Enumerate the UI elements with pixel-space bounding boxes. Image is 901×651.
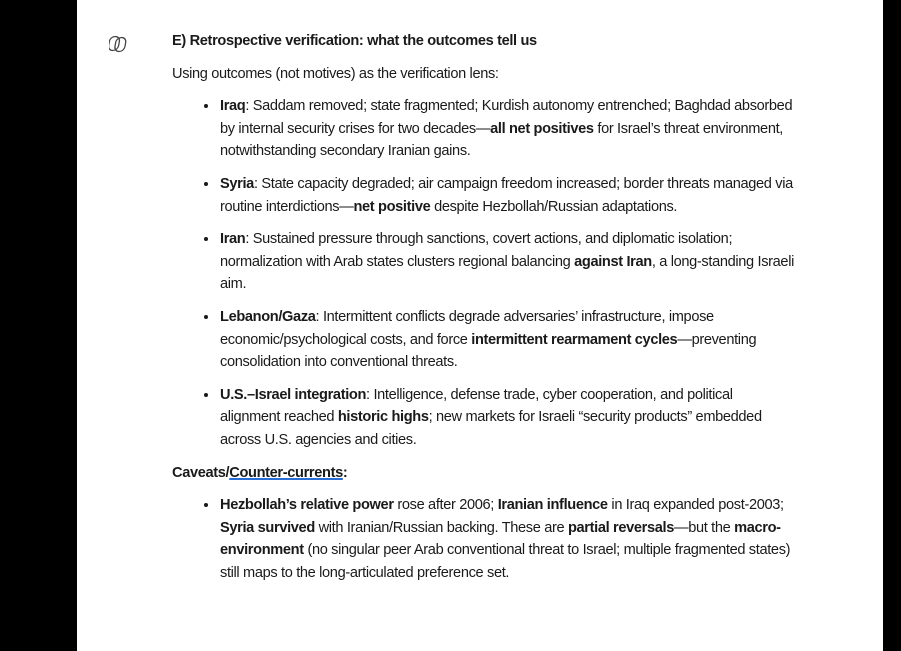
bold-text: macro-environment (220, 519, 781, 559)
caveats-heading: Caveats/Counter-currents: (172, 464, 348, 481)
text: ; new markets for Israeli “security products” embedded across U.S. agencies and cities. (220, 409, 762, 448)
bold-text: against Iran (574, 253, 652, 270)
bold-text: partial reversals (567, 519, 674, 536)
response-content (172, 30, 796, 594)
caveats-list (172, 494, 796, 584)
text: for Israel’s threat environment, notwithstanding secondary Iranian gains. (220, 120, 783, 160)
bold-text: historic highs (337, 409, 429, 426)
bold-text: Iran (220, 231, 246, 248)
bold-text: Iraq (220, 98, 246, 115)
list-item (219, 228, 796, 296)
list-item (219, 173, 796, 218)
text: : State capacity degraded; air campaign freedom increased; border threats managed via routine interdictions— (220, 175, 793, 215)
text: with Iranian/Russian backing. These are (314, 519, 568, 536)
intro-text: Using outcomes (not motives) as the verification lens: (172, 65, 499, 82)
copilot-icon (109, 35, 129, 53)
counter-currents-link[interactable]: Counter-currents (229, 464, 343, 481)
section-heading: E) Retrospective verification: what the outcomes tell us (172, 33, 537, 49)
bold-text: Hezbollah’s relative power (220, 497, 394, 514)
bold-text: all net positives (490, 120, 594, 137)
text: : Saddam removed; state fragmented; Kurdish autonomy entrenched; Baghdad absorbed by internal security crises for two decades— (220, 98, 793, 137)
text: : Sustained pressure through sanctions, covert actions, and diplomatic isolation; normalization with Arab states clusters regional balancing (220, 231, 733, 270)
bold-text: intermittent rearmament cycles (471, 331, 678, 348)
text: : Intermittent conflicts degrade adversaries’ infrastructure, impose economic/psychological costs, and force (220, 308, 714, 348)
bold-text: Lebanon/Gaza (220, 308, 316, 325)
list-item (219, 95, 796, 163)
bold-text: Iranian influence (497, 497, 608, 514)
text: —preventing consolidation into conventional threats. (220, 331, 757, 371)
text: , a long-standing Israeli aim. (220, 253, 794, 293)
outcomes-list (172, 95, 796, 451)
list-item (219, 494, 796, 584)
text: —but the (673, 519, 735, 536)
bold-text: U.S.–Israel integration (220, 386, 367, 403)
bold-text: Syria (220, 175, 254, 192)
bold-text: net positive (353, 198, 431, 215)
text: despite Hezbollah/Russian adaptations. (430, 198, 678, 215)
text: (no singular peer Arab conventional threat to Israel; multiple fragmented states) still maps to the long-articulated preference set. (220, 542, 791, 581)
text: in Iraq expanded post-2003; (607, 497, 784, 514)
text: : Intelligence, defense trade, cyber cooperation, and political alignment reached (220, 386, 733, 426)
text: rose after 2006; (393, 497, 498, 514)
bold-text: Syria survived (220, 519, 315, 536)
document-page (77, 0, 883, 651)
list-item (219, 306, 796, 374)
list-item (219, 384, 796, 452)
